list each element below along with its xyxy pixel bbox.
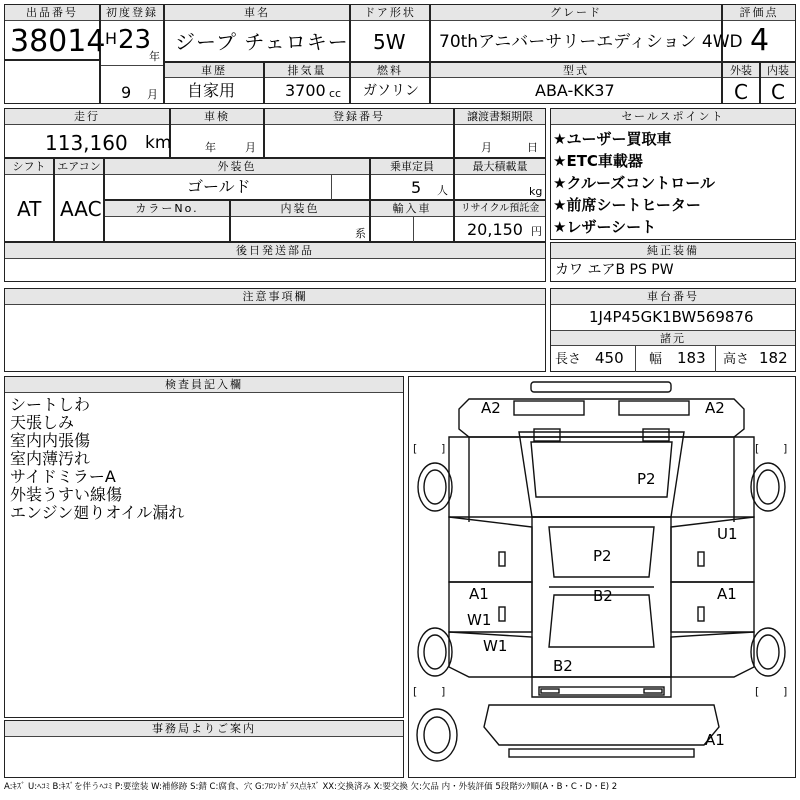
height-label: 高さ	[723, 352, 750, 367]
damage-mark: P2	[637, 470, 656, 488]
inspection-label: 車検	[171, 109, 263, 125]
inspector-note: エンジン廻りオイル漏れ	[10, 503, 185, 522]
svg-text:]: ]	[783, 685, 788, 698]
registration-month: 9	[121, 83, 132, 102]
capacity-label: 乗車定員	[371, 159, 453, 175]
capacity: 5	[411, 178, 422, 197]
svg-text:[: [	[413, 442, 418, 455]
inspection-box	[170, 108, 264, 158]
damage-mark: B2	[553, 657, 573, 675]
year-unit: 年	[149, 50, 160, 63]
exterior-label: 外装	[723, 63, 759, 78]
width-label: 幅	[649, 352, 663, 367]
lot-number: 38014	[10, 24, 106, 59]
notes-label: 注意事項欄	[5, 289, 545, 305]
damage-mark: A2	[481, 399, 501, 417]
office-box	[4, 720, 404, 778]
max-load-box	[454, 158, 546, 200]
inspector-note: 天張しみ	[10, 413, 75, 432]
svg-text:[: [	[755, 685, 760, 698]
interior-box	[760, 62, 796, 104]
exterior-color-label: 外装色	[105, 159, 369, 175]
displacement-box	[264, 62, 350, 104]
sales-point: ★前席シートヒーター	[553, 196, 701, 214]
width: 183	[677, 349, 706, 367]
legend-text: A:ｷｽﾞ U:ﾍｺﾐ B:ｷｽﾞを伴うﾍｺﾐ P:要塗装 W:補修跡 S:錆 C:腐食、穴 G:ﾌﾛﾝﾄｶﾞﾗｽ点ｷｽﾞ XX:交換済み X:要交換 欠:欠品 内・外装評価 5段階ﾗﾝｸ順(A・B・C・D・E) 2	[4, 782, 618, 792]
fuel-label: 燃料	[351, 63, 429, 78]
shift-box	[4, 158, 54, 242]
yen-unit: 円	[531, 225, 542, 238]
registration-year: 23	[118, 25, 152, 55]
door-type: 5W	[373, 30, 406, 54]
displacement-label: 排気量	[265, 63, 349, 78]
model-code-label: 型式	[431, 63, 721, 78]
inspector-notes-list	[10, 396, 184, 522]
sales-points-label: セールスポイント	[551, 109, 795, 125]
genuine-equipment: カワ エアB PS PW	[555, 262, 674, 278]
svg-text:[: [	[755, 442, 760, 455]
chassis-box	[550, 288, 796, 372]
office-label: 事務局よりご案内	[5, 721, 403, 737]
fuel-box	[350, 62, 430, 104]
aircon-label: エアコン	[55, 159, 103, 175]
inspector-box	[4, 376, 404, 718]
shift-label: シフト	[5, 159, 53, 175]
damage-mark: U1	[717, 525, 738, 543]
interior-color-label: 内装色	[231, 201, 369, 217]
door-type-label: ドア形状	[351, 5, 429, 21]
inspection-month-unit: 月	[245, 141, 256, 154]
aircon: AAC	[60, 197, 102, 221]
lot-number-box	[4, 4, 106, 60]
grade-label: グレード	[431, 5, 721, 21]
kg-unit: kg	[529, 185, 543, 198]
damage-mark: A1	[469, 585, 489, 603]
damage-mark: A1	[717, 585, 737, 603]
exterior-color-box	[104, 158, 370, 200]
registration-number-box	[264, 108, 454, 158]
transfer-day-unit: 日	[527, 141, 538, 154]
car-diagram	[408, 376, 796, 778]
inspector-note: 室内薄汚れ	[10, 449, 91, 468]
transfer-deadline-label: 譲渡書類期限	[455, 109, 545, 125]
persons-unit: 人	[437, 184, 448, 197]
history-box	[164, 62, 264, 104]
height: 182	[759, 349, 788, 367]
exterior-box	[722, 62, 760, 104]
cc-unit: cc	[329, 87, 342, 100]
inspector-note: 外装うすい線傷	[10, 485, 123, 504]
era: H	[105, 29, 118, 48]
transfer-month-unit: 月	[481, 141, 492, 154]
shift: AT	[17, 197, 42, 221]
max-load-label: 最大積載量	[455, 159, 545, 175]
damage-mark: A2	[705, 399, 725, 417]
interior-color-box	[230, 200, 370, 242]
chassis-number: 1J4P45GK1BW569876	[589, 308, 754, 326]
model-code-box	[430, 62, 722, 104]
first-registration-box	[100, 4, 164, 104]
displacement: 3700	[285, 81, 326, 100]
import-label: 輸入車	[371, 201, 453, 217]
inspector-note: シートしわ	[10, 395, 91, 414]
grade-box	[430, 4, 743, 62]
interior-label: 内装	[761, 63, 795, 78]
mileage: 113,160	[45, 131, 128, 155]
recycle-box	[454, 200, 546, 242]
damage-mark: A1	[705, 731, 725, 749]
aircon-box	[54, 158, 104, 242]
interior-color-unit: 系	[355, 227, 366, 240]
inspector-note: サイドミラーA	[10, 467, 116, 486]
history-label: 車歴	[165, 63, 263, 78]
damage-mark: W1	[467, 611, 492, 629]
door-type-box	[350, 4, 430, 62]
genuine-equipment-box	[550, 242, 796, 282]
color-number-box	[104, 200, 230, 242]
score-label: 評価点	[723, 5, 795, 21]
chassis-number-label: 車台番号	[551, 289, 795, 305]
score: 4	[750, 23, 770, 58]
svg-text:]: ]	[441, 442, 446, 455]
genuine-equipment-label: 純正装備	[551, 243, 795, 259]
inspection-year-unit: 年	[205, 141, 216, 154]
later-parts-label: 後日発送部品	[5, 243, 545, 259]
score-box	[722, 4, 796, 62]
length-label: 長さ	[555, 352, 582, 367]
inspector-label: 検査員記入欄	[5, 377, 403, 393]
sales-point: ★クルーズコントロール	[553, 174, 715, 192]
grade: 70thアニバーサリーエディション 4WD	[439, 32, 743, 52]
import-box	[370, 200, 454, 242]
sales-points-box	[550, 108, 796, 240]
car-name-box	[164, 4, 350, 62]
dims-label: 諸元	[551, 330, 795, 346]
km-unit: km	[145, 133, 172, 153]
mileage-box	[4, 108, 170, 158]
model-code: ABA-KK37	[535, 81, 615, 100]
month-unit: 月	[147, 88, 158, 101]
exterior-color: ゴールド	[187, 177, 251, 196]
color-number-label: カラーNo.	[105, 201, 229, 217]
car-name: ジープ チェロキー	[175, 30, 349, 54]
car-outline-svg	[409, 377, 794, 776]
later-parts-box	[4, 242, 546, 282]
sales-point: ★レザーシート	[553, 218, 657, 236]
notes-box	[4, 288, 546, 372]
car-name-label: 車名	[165, 5, 349, 21]
svg-text:]: ]	[441, 685, 446, 698]
recycle-label: リサイクル預託金	[455, 201, 545, 217]
lot-number-label: 出品番号	[5, 5, 99, 21]
registration-number-label: 登録番号	[265, 109, 453, 125]
interior-grade: C	[771, 80, 785, 104]
transfer-deadline-box	[454, 108, 546, 158]
sales-point: ★ユーザー買取車	[553, 130, 672, 148]
recycle-fee: 20,150	[467, 220, 523, 239]
mileage-label: 走行	[5, 109, 169, 125]
history: 自家用	[187, 81, 236, 100]
damage-mark: W1	[483, 637, 508, 655]
length: 450	[595, 349, 624, 367]
exterior-grade: C	[734, 80, 748, 104]
capacity-box	[370, 158, 454, 200]
svg-text:]: ]	[783, 442, 788, 455]
sales-points-list	[553, 128, 715, 238]
damage-mark: B2	[593, 587, 613, 605]
fuel: ガソリン	[363, 83, 419, 99]
sales-point: ★ETC車載器	[553, 152, 643, 170]
svg-text:[: [	[413, 685, 418, 698]
inspector-note: 室内内張傷	[10, 431, 91, 450]
first-registration-label: 初度登録	[101, 5, 163, 21]
lot-number-blank	[4, 60, 100, 104]
damage-mark: P2	[593, 547, 612, 565]
